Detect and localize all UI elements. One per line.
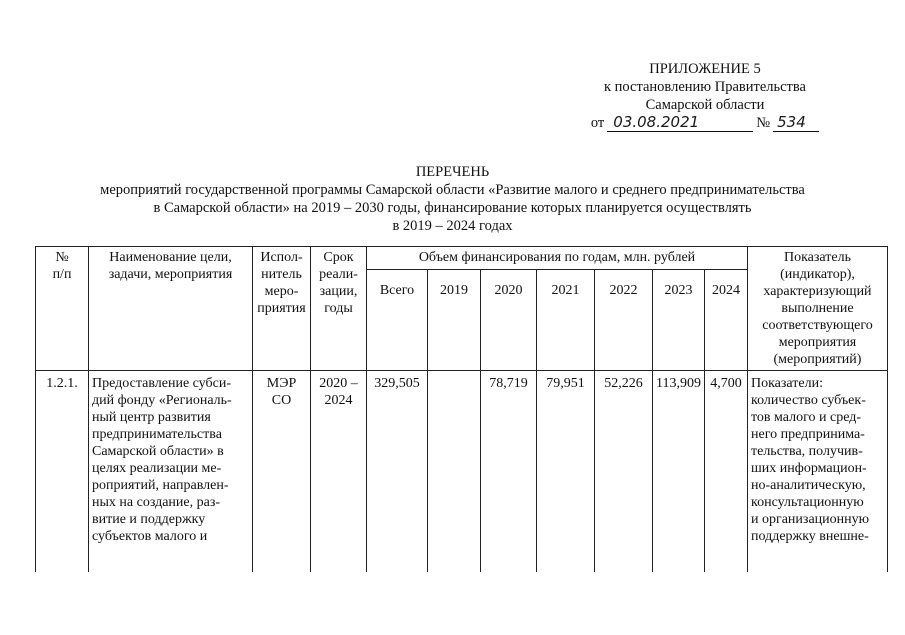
cell-executor: МЭР СО [253,371,311,573]
header-funding: Объем финансирования по годам, млн. рублей [367,247,748,270]
header-row-1 [36,247,888,270]
header-term: Срок реали- зации, годы [311,247,367,371]
cell-2021: 79,951 [537,371,595,573]
header-total: Всего [367,270,428,371]
cell-total: 329,505 [367,371,428,573]
appendix-block [590,60,820,132]
header-num: № п/п [36,247,89,371]
date-prefix: от [590,115,605,131]
header-year-2019: 2019 [428,270,481,371]
heading-title: ПЕРЕЧЕНЬ [415,164,490,180]
header-name: Наименование цели, задачи, мероприятия [89,247,253,371]
heading-line-3: в 2019 – 2024 годах [392,218,513,234]
document-heading [60,163,845,235]
handwritten-date: 03.08.2021 [613,113,700,131]
header-indicator: Показатель (индикатор), характеризующий выполнение соответствующего мероприятия (мероприятий) [747,247,887,371]
cell-2023: 113,909 [653,371,705,573]
header-year-2022: 2022 [595,270,653,371]
appendix-title: ПРИЛОЖЕНИЕ 5 [649,61,761,77]
header-year-2020: 2020 [481,270,537,371]
heading-line-1: мероприятий государственной программы Самарской области «Развитие малого и среднего предпринимательства [100,182,805,198]
measures-table [35,246,888,572]
date-field [607,114,753,132]
header-year-2023: 2023 [653,270,705,371]
cell-2022: 52,226 [595,371,653,573]
heading-line-2: в Самарской области» на 2019 – 2030 годы, финансирование которых планируется осуществлять [153,200,752,216]
appendix-line-2: Самарской области [645,97,765,113]
cell-indicator: Показатели: количество субъек- тов малого и сред- него предпринима- тельства, получив- ших информацион- но-аналитическую, консультационную и организационную поддержку внешне- [747,371,887,573]
cell-num: 1.2.1. [36,371,89,573]
header-year-2021: 2021 [537,270,595,371]
table-row [36,371,888,573]
appendix-date-number [590,114,820,132]
cell-2024: 4,700 [704,371,747,573]
header-executor: Испол- нитель меро- приятия [253,247,311,371]
number-field [773,114,819,132]
cell-name: Предоставление субси- дий фонду «Региональ- ный центр развития предпринимательства Самарской области» в целях реализации ме- роприятий, направлен- ных на создание, раз- витие и поддержку субъектов малого и [89,371,253,573]
header-year-2024: 2024 [704,270,747,371]
cell-term: 2020 – 2024 [311,371,367,573]
appendix-line-1: к постановлению Правительства [604,79,806,95]
cell-2019 [428,371,481,573]
handwritten-number: 534 [777,113,806,131]
cell-2020: 78,719 [481,371,537,573]
number-prefix: № [756,115,771,131]
